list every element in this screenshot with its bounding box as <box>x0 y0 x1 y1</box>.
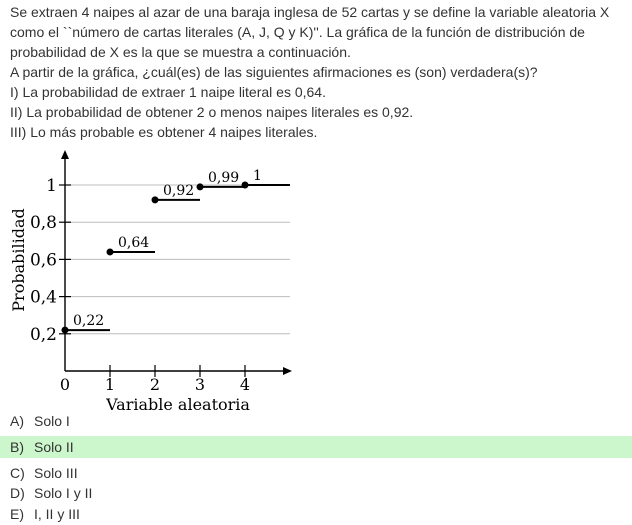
option-b[interactable] <box>0 436 632 458</box>
question-text <box>10 2 628 142</box>
y-tick-label: 0,2 <box>29 324 57 345</box>
step-value-label: 0,99 <box>208 169 240 186</box>
option-letter: D) <box>10 485 25 501</box>
y-tick-label: 0,4 <box>29 287 57 308</box>
option-text: Solo III <box>34 465 78 481</box>
option-text: Solo I <box>34 413 70 429</box>
step-point <box>242 182 249 189</box>
x-axis-arrow <box>283 367 292 375</box>
option-letter: B) <box>10 439 24 455</box>
question-line: probabilidad de X es la que se muestra a continuación. <box>10 44 351 60</box>
question-line: Se extraen 4 naipes al azar de una baraja inglesa de 52 cartas y se define la variable aleatoria X <box>10 4 610 20</box>
x-tick-label: 4 <box>239 375 251 394</box>
question-line: como el ``número de cartas literales (A, J, Q y K)''. La gráfica de la función de distribución de <box>10 24 585 40</box>
cdf-step-chart <box>0 142 300 417</box>
y-tick-label: 1 <box>46 176 57 196</box>
y-tick-label: 0,8 <box>29 213 57 234</box>
x-tick-label: 1 <box>104 375 116 394</box>
x-tick-label: 3 <box>194 375 206 394</box>
option-letter: E) <box>10 506 24 522</box>
step-point <box>107 248 114 255</box>
x-tick-label: 2 <box>149 375 161 394</box>
step-point <box>197 183 204 190</box>
question-line: A partir de la gráfica, ¿cuál(es) de las siguientes afirmaciones es (son) verdadera(s)? <box>10 64 538 80</box>
option-e[interactable] <box>0 503 632 525</box>
statement-ii: II) La probabilidad de obtener 2 o menos naipes literales es 0,92. <box>10 104 414 120</box>
step-value-label: 0,92 <box>163 182 195 199</box>
option-text: Solo I y II <box>34 485 93 501</box>
y-tick-label: 0,6 <box>29 250 57 271</box>
option-c[interactable] <box>0 462 632 484</box>
step-point <box>152 196 159 203</box>
option-letter: A) <box>10 413 24 429</box>
y-axis-arrow <box>61 150 69 159</box>
statement-i: I) La probabilidad de extraer 1 naipe literal es 0,64. <box>10 84 326 100</box>
step-value-label: 1 <box>253 168 262 184</box>
step-point <box>62 327 69 334</box>
y-axis-label: Probabilidad <box>9 208 28 312</box>
step-value-label: 0,22 <box>73 313 105 330</box>
option-text: Solo II <box>34 439 74 455</box>
option-a[interactable] <box>0 410 632 432</box>
x-axis-label: Variable aleatoria <box>106 395 250 414</box>
option-letter: C) <box>10 465 25 481</box>
option-d[interactable] <box>0 482 632 504</box>
option-text: I, II y III <box>34 506 80 522</box>
x-tick-label: 0 <box>59 375 71 394</box>
step-value-label: 0,64 <box>118 234 150 251</box>
statement-iii: III) Lo más probable es obtener 4 naipes literales. <box>10 124 318 140</box>
